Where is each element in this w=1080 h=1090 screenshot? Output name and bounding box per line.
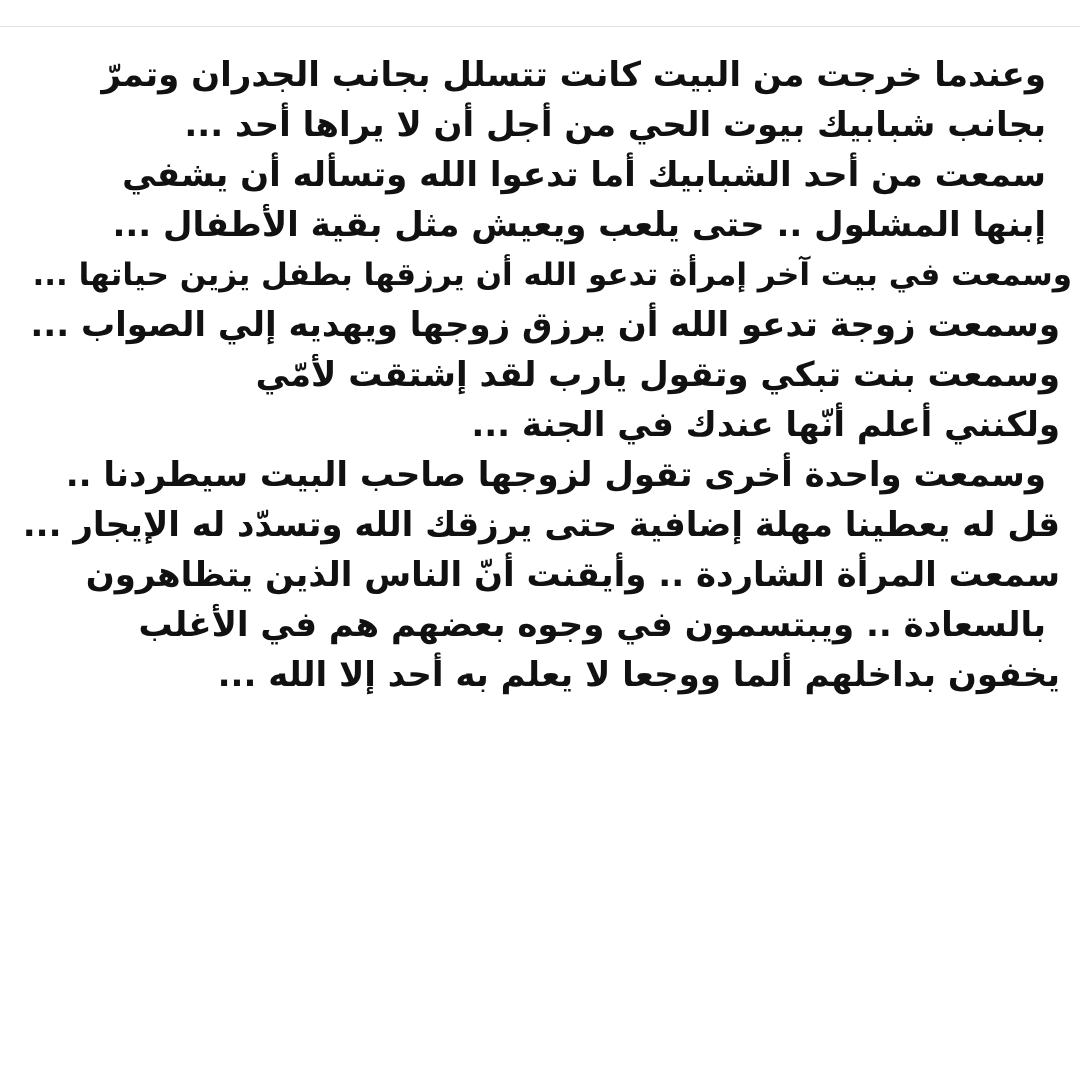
text-line: ولكنني أعلم أنّها عندك في الجنة ... bbox=[471, 405, 1060, 445]
text-line: وسمعت في بيت آخر إمرأة تدعو الله أن يرزقها بطفل يزين حياتها ... bbox=[32, 257, 1072, 293]
text-line: بالسعادة .. ويبتسمون في وجوه بعضهم هم في الأغلب bbox=[138, 605, 1046, 645]
text-line: بجانب شبابيك بيوت الحي من أجل أن لا يراها أحد ... bbox=[184, 105, 1046, 145]
text-line: إبنها المشلول .. حتى يلعب ويعيش مثل بقية الأطفال ... bbox=[112, 205, 1046, 245]
text-line: وسمعت زوجة تدعو الله أن يرزق زوجها ويهديه إلي الصواب ... bbox=[30, 305, 1060, 345]
text-line: قل له يعطينا مهلة إضافية حتى يرزقك الله وتسدّد له الإيجار ... bbox=[22, 505, 1060, 545]
text-line: سمعت المرأة الشاردة .. وأيقنت أنّ الناس الذين يتظاهرون bbox=[85, 555, 1060, 595]
text-line: وسمعت بنت تبكي وتقول يارب لقد إشتقت لأمّي bbox=[255, 355, 1060, 395]
text-line: يخفون بداخلهم ألما ووجعا لا يعلم به أحد إلا الله ... bbox=[217, 655, 1060, 695]
text-line: وسمعت واحدة أخرى تقول لزوجها صاحب البيت سيطردنا .. bbox=[65, 455, 1046, 495]
text-line: سمعت من أحد الشبابيك أما تدعوا الله وتسأله أن يشفي bbox=[122, 155, 1046, 195]
text-line: وعندما خرجت من البيت كانت تتسلل بجانب الجدران وتمرّ bbox=[101, 55, 1046, 95]
